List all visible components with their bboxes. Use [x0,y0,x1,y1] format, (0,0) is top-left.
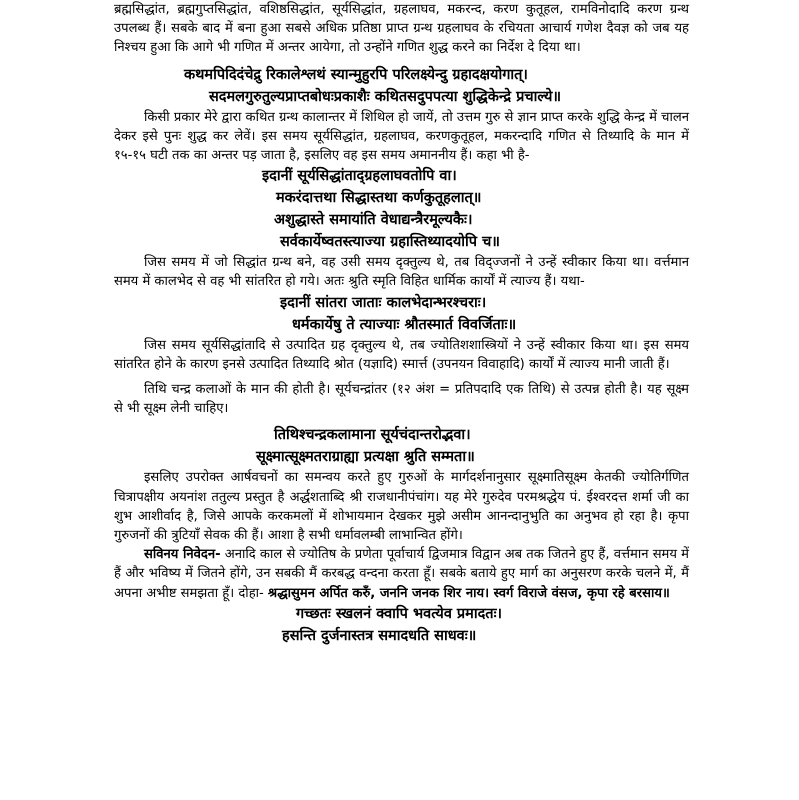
verse-line: अशुद्धास्ते समायांति वेधाद्यन्त्रैरमूल्यकैः। [274,211,473,229]
verse-line: सूक्ष्मात्सूक्ष्मतराग्राह्या प्रत्यक्षा श्रुति सम्मता॥ [256,448,475,466]
verse-line: कथमपिदिदंचेद्रु रिकालेश्लथं स्यान्मुहुरपि परिलक्ष्येन्दु ग्रहादक्षयोगात्। [184,65,528,83]
paragraph-explanation: जिस समय सूर्यसिद्धांतादि से उत्पादित ग्रह दृक्तुल्य थे, तब ज्योतिशशास्त्रियों ने उन्हें स्वीकार किया था। इस समय सांतरित होने के कारण इनसे उत्पादित तिथ्यादि श्रोत (यज्ञादि) स्मार्त्त (उपनयन विवाहादि) कार्यों में त्याज्य मानी जाती हैं। [114,337,689,372]
verse-line: गच्छतः स्खलनं क्वापि भवत्येव प्रमादतः। [296,604,502,622]
paragraph-explanation: जिस समय में जो सिद्धांत ग्रन्थ बने, वह उसी समय दृक्तुल्य थे, तब विद्ज्जनों ने उन्हें स्वीकार किया था। वर्त्तमान समय में कालभेद से वह भी सांतरित हो गये। अतः श्रुति स्मृति विहित धार्मिक कार्यों में त्याज्य हैं। यथा- [114,255,689,290]
paragraph-intro: ब्रह्मसिद्धांत, ब्रह्मगुप्तसिद्धांत, वशिष्ठसिद्धांत, सूर्यसिद्धांत, ग्रहलाघव, मकरन्द, करण कुतूहल, रामविनोदादि करण ग्रन्थ उपलब्ध हैं। सबके बाद में बना हुआ सबसे अधिक प्रतिष्ठा प्राप्त ग्रन्थ ग्रहलाघव के रचियता आचार्य गणेश दैवज्ञ को जब यह निश्चय हुआ कि आगे भी गणित में अन्तर आयेगा, तो उन्होंने गणित शुद्ध करने का निर्देश दे दिया था। [114,2,689,56]
verse-line: इदानीं सांतरा जाताः कालभेदान्भरश्चराः। [280,293,487,311]
paragraph-tithi: तिथि चन्द्र कलाओं के मान की होती है। सूर्यचन्द्रांतर (१२ अंश = प्रतिपदादि एक तिथि) से उत्पन्न होती है। यह सूक्ष्म से भी सूक्ष्म लेनी चाहिए। [114,382,689,417]
verse-line: मकरंदात्तथा सिद्धास्तथा कर्णकुतूहलात्॥ [276,189,482,207]
verse-line: तिथिश्चन्द्रकलामाना सूर्यचंदान्तरोद्भवा। [274,426,471,444]
verse-line: इदानीं सूर्यसिद्धांताद्ग्रहलाघवतोपि वा। [262,167,457,185]
doha-text: श्रद्धासुमन अर्पित करुँ, जननि जनक शिर नाय। स्वर्ग विराजे वंसज, कृपा रहे बरसाय॥ [267,585,670,601]
paragraph-request [114,545,689,603]
verse-line: धर्मकार्येषु ते त्याज्याः श्रौतस्मार्त विवर्जिताः॥ [292,315,517,333]
paragraph-explanation: किसी प्रकार मेरे द्वारा कथित ग्रन्थ कालान्तर में शिथिल हो जायें, तो उत्तम गुरु से ज्ञान प्राप्त करके शुद्धि केन्द्र में चालन देकर इसे पुनः शुद्ध कर लेवें। इस समय सूर्यसिद्धांत, ग्रहलाघव, करणकुतूहल, मकरन्दादि गणित से तिथ्यादि के मान में १५-१५ घटी तक का अन्तर पड़ जाता है, इसलिए वह इस समय अमाननीय हैं। कहा भी है- [114,109,689,164]
request-text: अनादि काल से ज्योतिष के प्रणेता पूर्वाचार्य द्विजमात्र विद्वान अब तक जितने हुए हैं, वर्त्तमान समय में हैं और भविष्य में जितने होंगे, उन सबकी मैं करबद्ध वन्दना करता हूँ। सबके बताये हुए मार्ग का अनुसरण करके चलने में, मैं अपना अभीष्ट समझता हूँ। दोहा- [114,547,689,601]
verse-line: सर्वकार्येष्वतस्त्याज्या ग्रहास्तिथ्यादयोपि च॥ [280,233,500,251]
verse-line: सदमलगुरुतुल्यप्राप्तबोधःप्रकाशैः कथितसदुपपत्या शुद्धिकेन्द्रे प्रचाल्ये॥ [209,87,562,105]
verse-line: हसन्ति दुर्जनास्तत्र समादधति साधवः॥ [282,626,477,644]
document-page [114,0,689,647]
request-label: सविनय निवेदन- [144,547,221,563]
paragraph-blessing: इसलिए उपरोक्त आर्षवचनों का समन्वय करते हुए गुरुओं के मार्गदर्शनानुसार सूक्ष्मातिसूक्ष्म केतकी ज्योतिर्गणित चित्रापक्षीय अयनांश ततुल्य प्रस्तुत है अर्द्धशताब्दि श्री राजधानीपंचांग। यह मेरे गुरुदेव परमश्रद्धेय पं. ईश्वरदत्त शर्मा जी का शुभ आशीर्वाद है, जिसे आपके करकमलों में शोभायमान देखकर मुझे असीम आनन्दानुभुति का अनुभव हो रहा है। कृपा गुरुजनों की त्रुटियाँ सेवक की हैं। आशा है सभी धर्मावलम्बी लाभान्वित होंगे। [114,470,689,544]
